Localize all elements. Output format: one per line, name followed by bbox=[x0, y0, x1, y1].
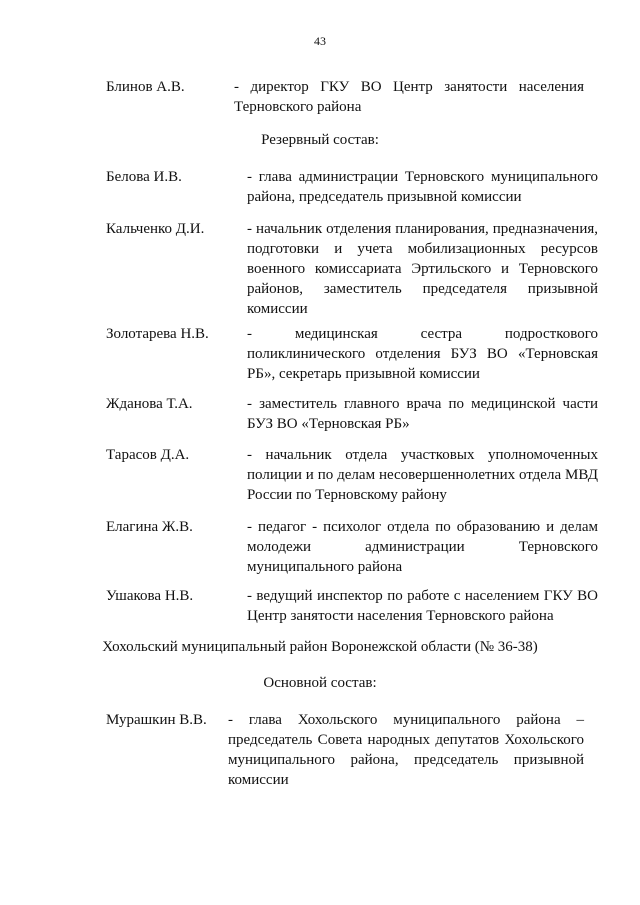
person-position: - директор ГКУ ВО Центр занятости населения Терновского района bbox=[234, 79, 584, 115]
person-name: Жданова Т.А. bbox=[106, 396, 193, 412]
section-heading-district: Хохольский муниципальный район Воронежской области (№ 36-38) bbox=[102, 639, 538, 655]
person-position: - начальник отдела участковых уполномоченных полиции и по делам несовершеннолетних отдела МВД России по Терновскому району bbox=[247, 447, 598, 503]
person-name: Ушакова Н.В. bbox=[106, 588, 194, 604]
person-name: Белова И.В. bbox=[106, 169, 182, 185]
person-position: - глава администрации Терновского муниципального района, председатель призывной комиссии bbox=[247, 169, 598, 205]
person-position: - ведущий инспектор по работе с населением ГКУ ВО Центр занятости населения Терновского района bbox=[247, 588, 598, 624]
person-name: Блинов А.В. bbox=[106, 79, 185, 95]
person-name: Золотарева Н.В. bbox=[106, 326, 209, 342]
person-name: Тарасов Д.А. bbox=[106, 447, 190, 463]
page-number: 43 bbox=[314, 34, 326, 48]
person-position: - начальник отделения планирования, предназначения, подготовки и учета мобилизационных ресурсов военного комиссариата Эртильского и Терновского районов, заместитель председателя призывной комиссии bbox=[247, 221, 598, 317]
person-position: - медицинская сестра подросткового поликлинического отделения БУЗ ВО «Терновская РБ», секретарь призывной комиссии bbox=[247, 326, 598, 382]
person-position: - педагог - психолог отдела по образованию и делам молодежи администрации Терновского муниципального района bbox=[247, 519, 598, 575]
person-name: Елагина Ж.В. bbox=[106, 519, 193, 535]
section-heading-main: Основной состав: bbox=[263, 675, 377, 691]
person-name: Мурашкин В.В. bbox=[106, 712, 207, 728]
person-position: - глава Хохольского муниципального района – председатель Совета народных депутатов Хохольского муниципального района, председатель призывной комиссии bbox=[228, 712, 584, 788]
person-position: - заместитель главного врача по медицинской части БУЗ ВО «Терновская РБ» bbox=[247, 396, 598, 432]
section-heading-reserve: Резервный состав: bbox=[261, 132, 379, 148]
person-name: Кальченко Д.И. bbox=[106, 221, 205, 237]
